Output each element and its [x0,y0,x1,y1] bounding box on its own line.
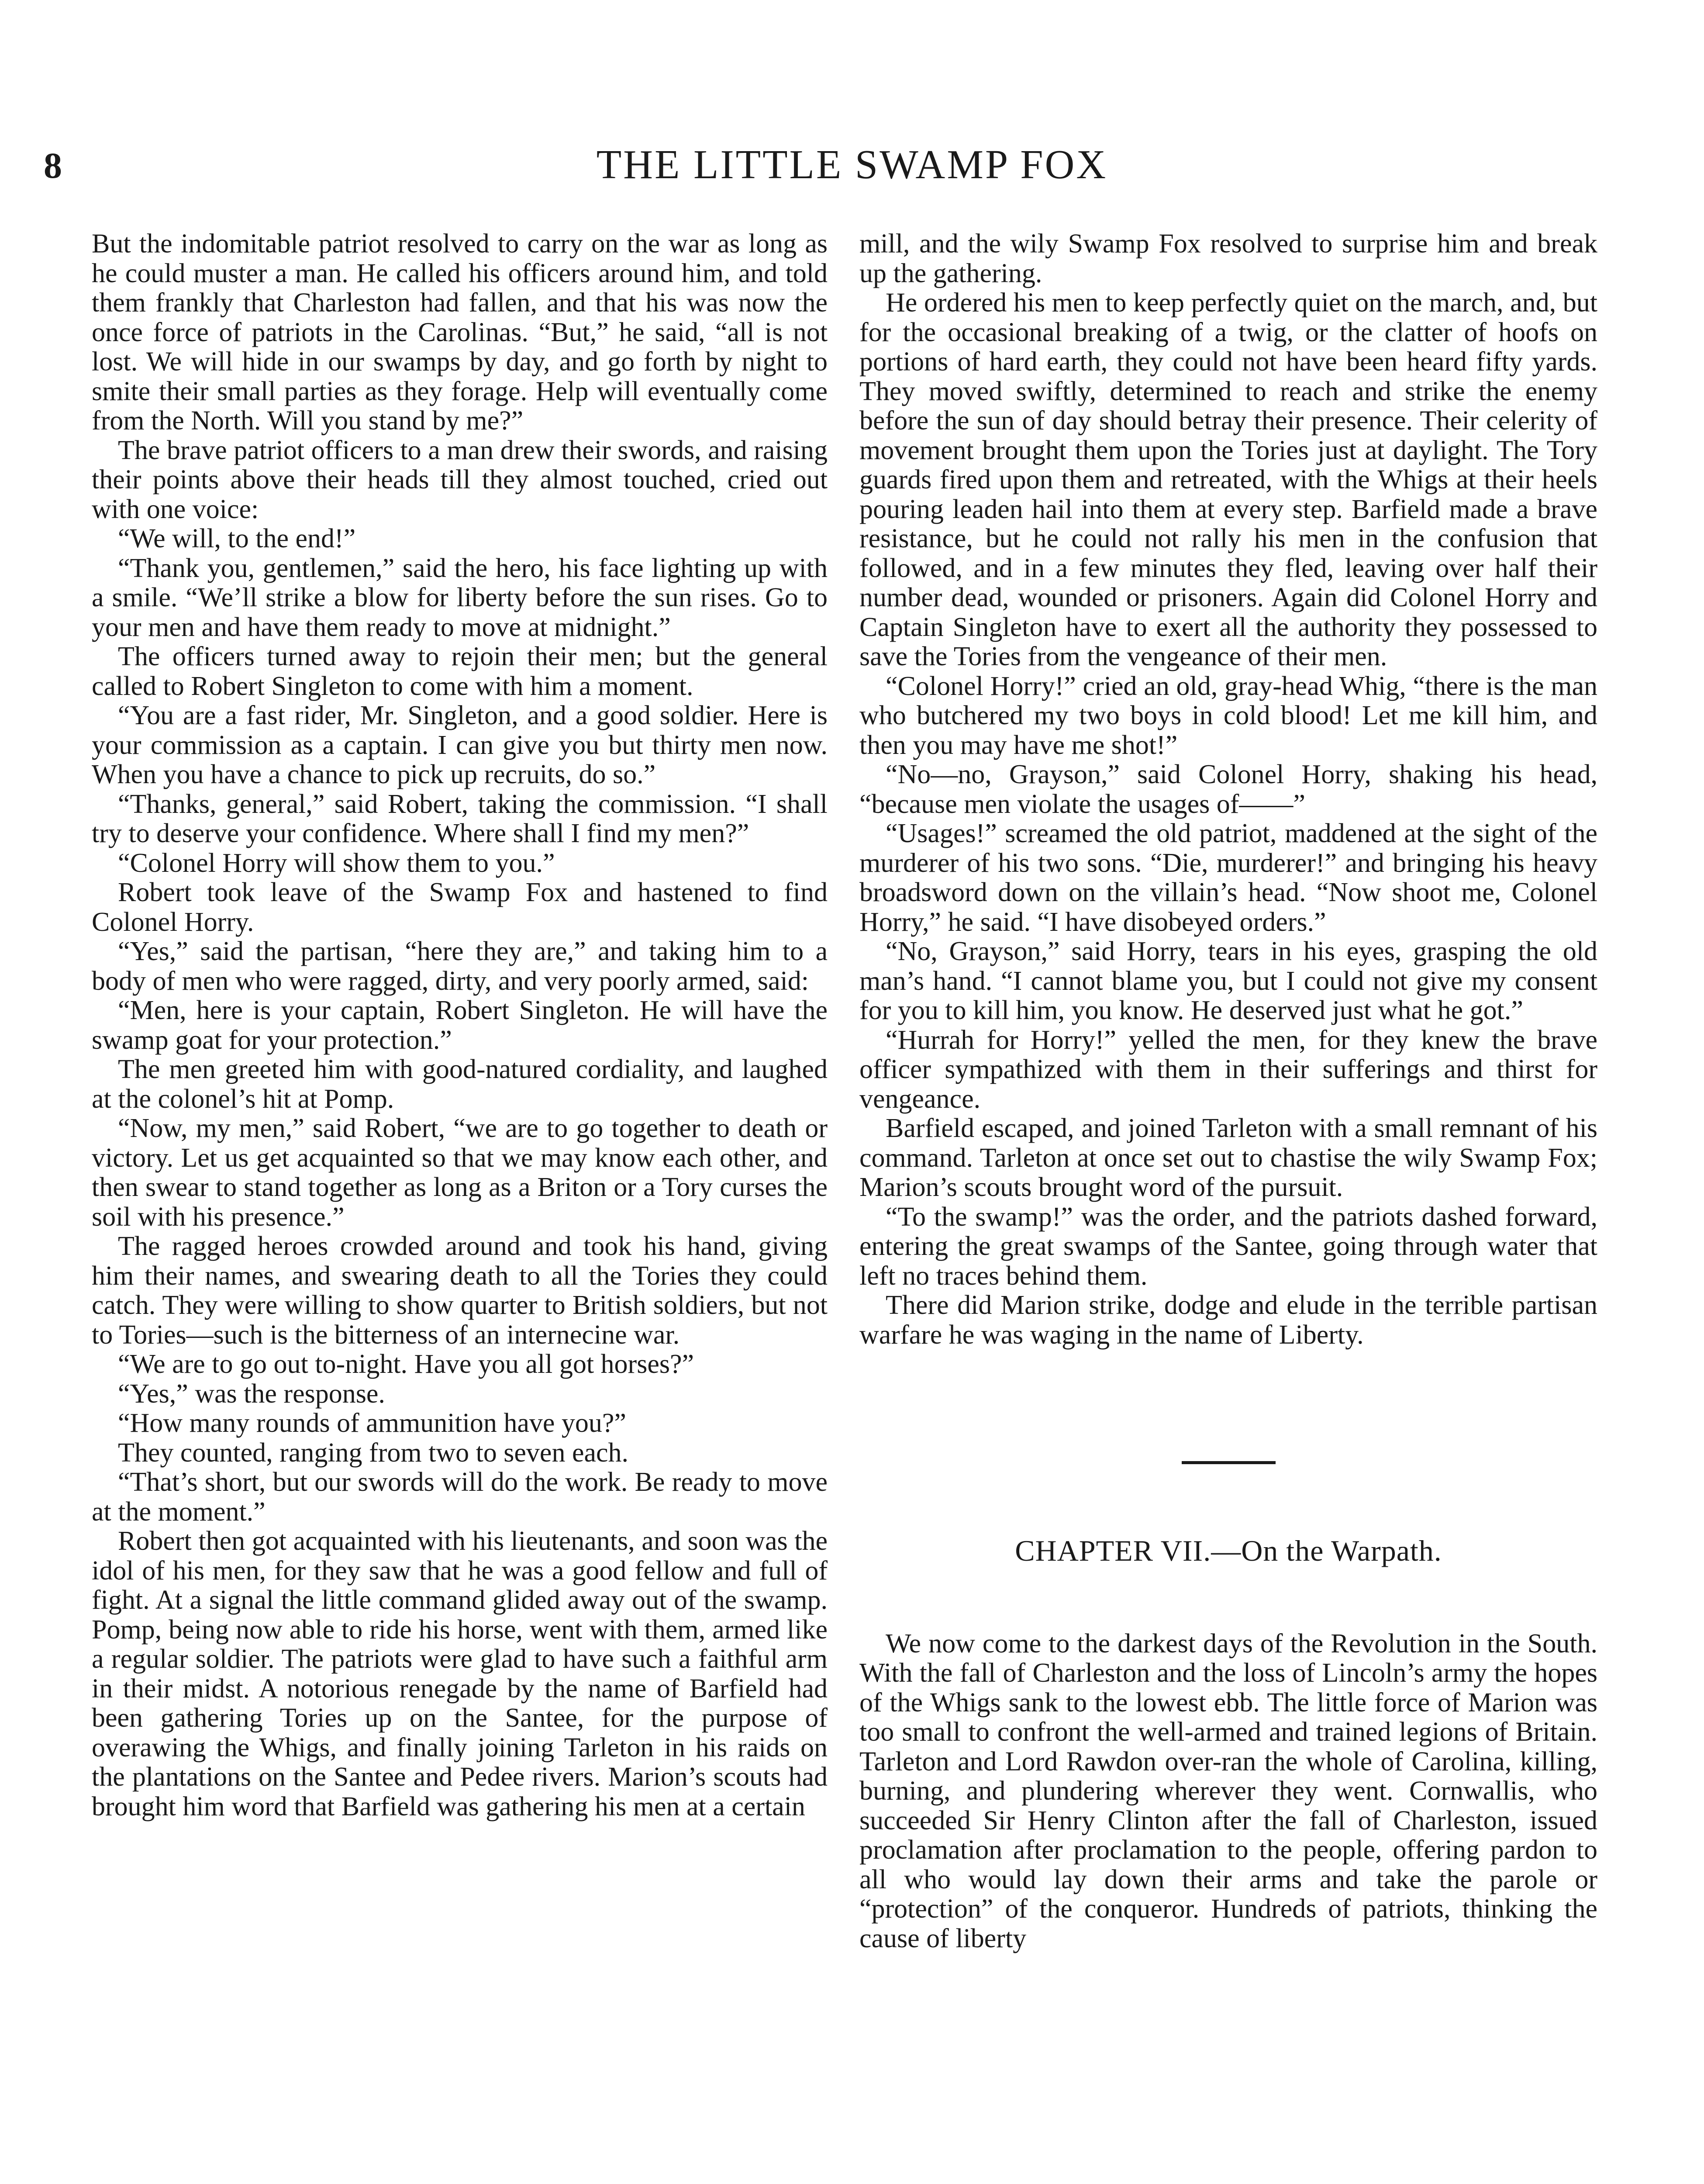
paragraph: We now come to the darkest days of the Revolution in the South. With the fall of Charleston and the loss of Lincoln’s army the hopes of the Whigs sank to the lowest ebb. The little force of Marion was too small to confront the well-armed and trained legions of Britain. Tarleton and Lord Rawdon over-ran the whole of Carolina, killing, burning, and plundering wherever they went. Cornwallis, who succeeded Sir Henry Clinton after the fall of Charleston, issued proclamation after proclamation to the people, offering pardon to all who would lay down their arms and take the parole or “protection” of the conqueror. Hundreds of patriots, thinking the cause of liberty [859,1628,1597,1953]
paragraph: “We will, to the end!” [118,524,356,553]
paragraph: “Now, my men,” said Robert, “we are to go together to death or victory. Let us get acquainted so that we may know each other, and then swear to stand together as long as a Briton or a Tory curses the soil with his presence.” [92,1113,828,1232]
paragraph: Barfield escaped, and joined Tarleton with a small remnant of his command. Tarleton at once set out to chastise the wily Swamp Fox; Marion’s scouts brought word of the pursuit. [859,1113,1597,1202]
paragraph: “Yes,” said the partisan, “here they are,” and taking him to a body of men who were ragged, dirty, and very poorly armed, said: [92,936,828,996]
paragraph: The ragged heroes crowded around and took his hand, giving him their names, and swearing death to all the Tories they could catch. They were willing to show quarter to British soldiers, but not to Tories—such is the bitterness of an internecine war. [92,1231,828,1350]
running-title: THE LITTLE SWAMP FOX [596,142,1108,187]
paragraph: “Colonel Horry will show them to you.” [118,848,555,878]
paragraph: “Yes,” was the response. [118,1379,385,1409]
paragraph: Robert took leave of the Swamp Fox and hastened to find Colonel Horry. [92,878,828,937]
paragraph: There did Marion strike, dodge and elude in the terrible partisan warfare he was waging in the name of Liberty. [859,1290,1597,1350]
paragraph-continued: mill, and the wily Swamp Fox resolved to surprise him and break up the gathering. [859,229,1597,288]
section-divider [1182,1461,1276,1464]
paragraph: Robert then got acquainted with his lieutenants, and soon was the idol of his men, for they saw that he was a good fellow and full of fight. At a signal the little command glided away out of the swamp. Pomp, being now able to ride his horse, went with them, armed like a regular soldier. The patriots were glad to have such a faithful arm in their midst. A notorious renegade by the name of Barfield had been gathering Tories up on the Santee, for the purpose of overawing the Whigs, and finally joining Tarleton in his raids on the plantations on the Santee and Pedee rivers. Marion’s scouts had brought him word that Barfield was gathering his men at a certain [92,1526,828,1821]
paragraph: “No—no, Grayson,” said Colonel Horry, shaking his head, “because men violate the usages of——” [859,760,1597,819]
paragraph: “Thank you, gentlemen,” said the hero, his face lighting up with a smile. “We’ll strike a blow for liberty before the sun rises. Go to your men and have them ready to move at midnight.” [92,553,828,642]
paragraph: “To the swamp!” was the order, and the patriots dashed forward, entering the great swamps of the Santee, going through water that left no traces behind them. [859,1202,1597,1291]
paragraph: “How many rounds of ammunition have you?” [118,1408,626,1438]
left-column [92,229,828,1821]
paragraph: “Colonel Horry!” cried an old, gray-head Whig, “there is the man who butchered my two boys in cold blood! Let me kill him, and then you may have me shot!” [859,671,1597,760]
chapter-heading: CHAPTER VII.—On the Warpath. [1015,1534,1442,1567]
paragraph: “Men, here is your captain, Robert Singleton. He will have the swamp goat for your protection.” [92,995,828,1055]
paragraph: They counted, ranging from two to seven each. [118,1438,629,1468]
paragraph: “No, Grayson,” said Horry, tears in his eyes, grasping the old man’s hand. “I cannot blame you, but I could not give my consent for you to kill him, you know. He deserved just what he got.” [859,936,1597,1025]
paragraph: He ordered his men to keep perfectly quiet on the march, and, but for the occasional breaking of a twig, or the clatter of hoofs on portions of hard earth, they could not have been heard fifty yards. They moved swiftly, determined to reach and strike the enemy before the sun of day should betray their presence. Their celerity of movement brought them upon the Tories just at daylight. The Tory guards fired upon them and retreated, with the Whigs at their heels pouring leaden hail into them at every step. Barfield made a brave resistance, but he could not rally his men in the confusion that followed, and in a few minutes they fled, leaving over half their number dead, wounded or prisoners. Again did Colonel Horry and Captain Singleton have to exert all the authority they possessed to save the Tories from the vengeance of their men. [859,288,1597,671]
right-column [859,229,1597,1953]
paragraph: The brave patriot officers to a man drew their swords, and raising their points above their heads till they almost touched, cried out with one voice: [92,435,828,524]
paragraph: “Usages!” screamed the old patriot, maddened at the sight of the murderer of his two sons. “Die, murderer!” and bringing his heavy broadsword down on the villain’s head. “Now shoot me, Colonel Horry,” he said. “I have disobeyed orders.” [859,819,1597,937]
page-number: 8 [44,145,62,186]
paragraph: “You are a fast rider, Mr. Singleton, and a good soldier. Here is your commission as a captain. I can give you but thirty men now. When you have a chance to pick up recruits, do so.” [92,701,828,789]
paragraph: But the indomitable patriot resolved to carry on the war as long as he could muster a man. He called his officers around him, and told them frankly that Charleston had fallen, and that his was now the once force of patriots in the Carolinas. “But,” he said, “all is not lost. We will hide in our swamps by day, and go forth by night to smite their small parties as they forage. Help will eventually come from the North. Will you stand by me?” [92,229,828,435]
paragraph: “Thanks, general,” said Robert, taking the commission. “I shall try to deserve your confidence. Where shall I find my men?” [92,789,828,848]
paragraph: “Hurrah for Horry!” yelled the men, for they knew the brave officer sympathized with them in their sufferings and thirst for vengeance. [859,1025,1597,1114]
paragraph: “We are to go out to-night. Have you all got horses?” [118,1349,694,1379]
paragraph: The officers turned away to rejoin their men; but the general called to Robert Singleton to come with him a moment. [92,642,828,701]
paragraph: “That’s short, but our swords will do the work. Be ready to move at the moment.” [92,1467,828,1527]
paragraph: The men greeted him with good-natured cordiality, and laughed at the colonel’s hit at Pomp. [92,1054,828,1114]
